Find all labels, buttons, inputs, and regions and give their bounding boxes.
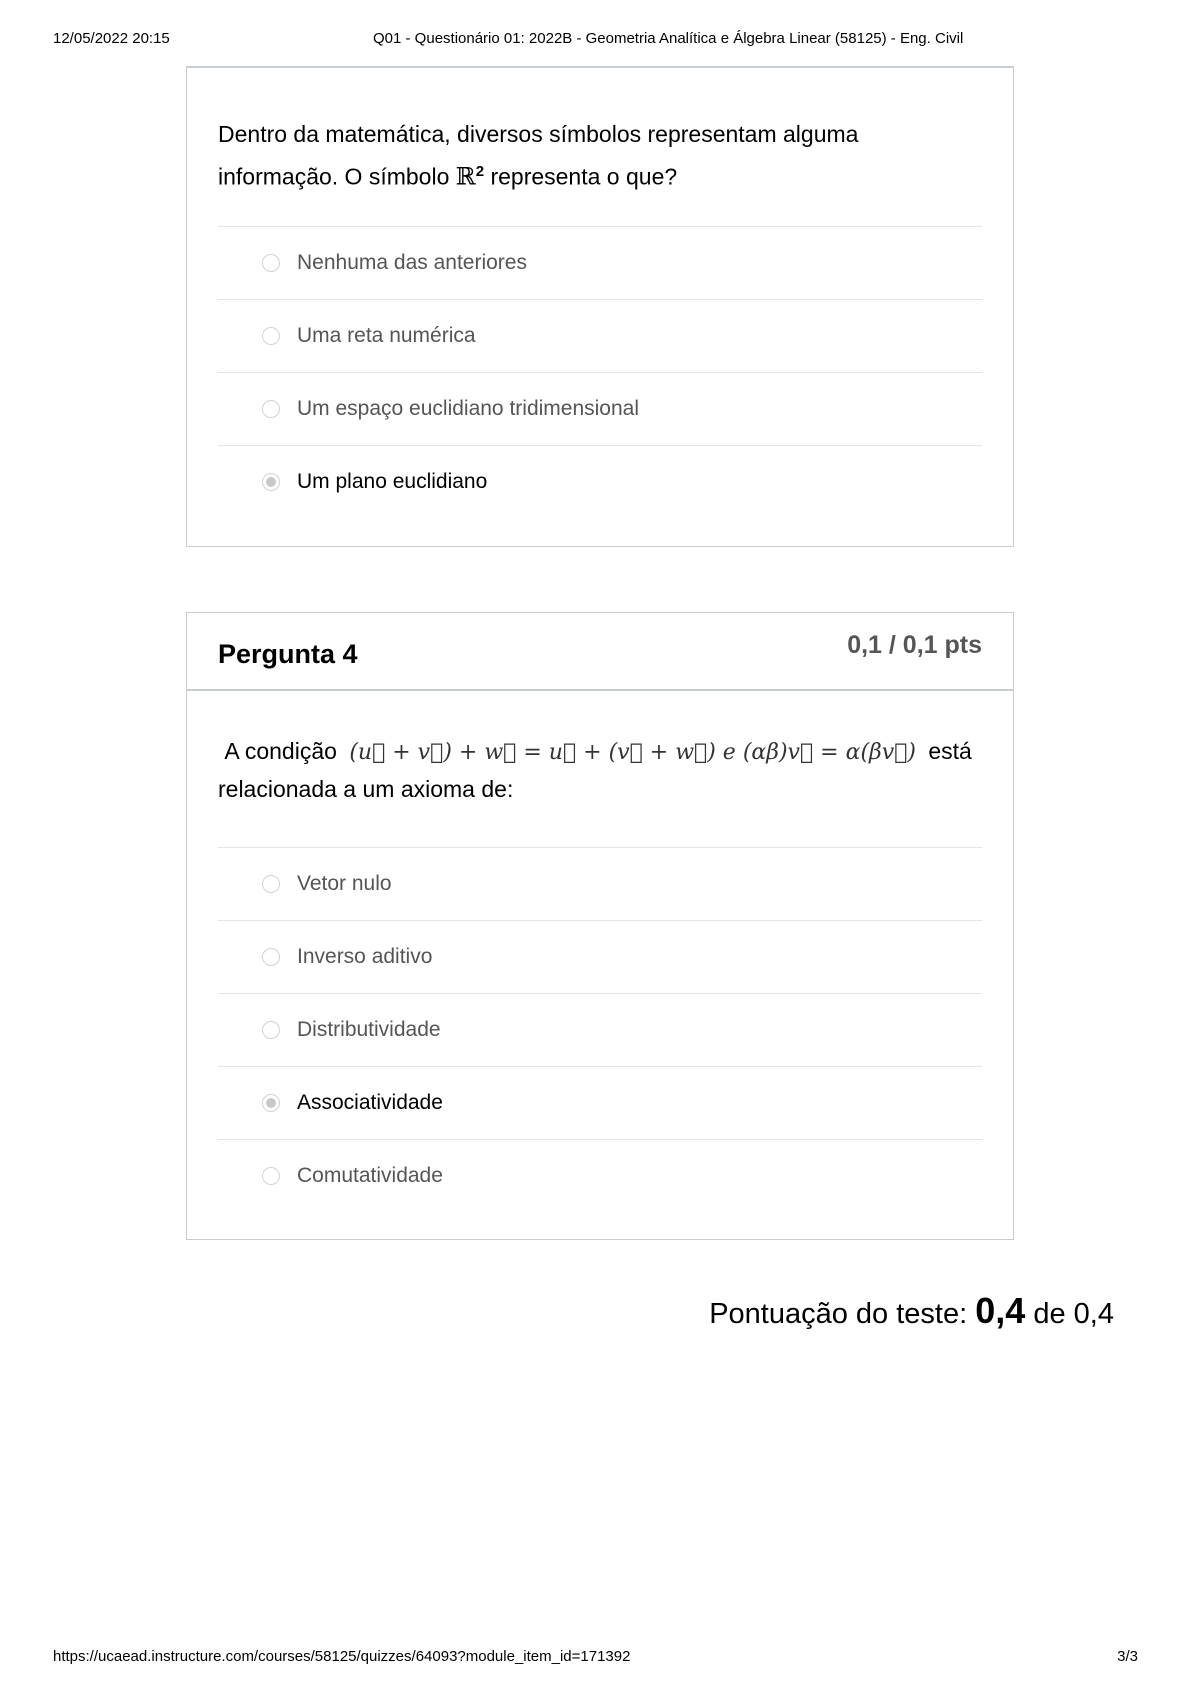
answer-list [218,226,982,518]
score-label: Pontuação do teste: [709,1298,968,1330]
question-text [218,733,982,808]
question-header [187,613,1013,691]
radio-icon[interactable] [262,254,280,272]
answer-option[interactable] [218,920,982,993]
print-title: Q01 - Questionário 01: 2022B - Geometria Analítica e Álgebra Linear (58125) - Eng. Civil [373,30,964,47]
question-text-line1: Dentro da matemática, diversos símbolos representam alguma [218,121,859,147]
symbol-exponent: 2 [475,163,485,180]
question-points: 0,1 / 0,1 pts [847,631,982,659]
answer-option[interactable] [218,299,982,372]
radio-icon[interactable] [262,327,280,345]
answer-label: Vetor nulo [297,872,392,895]
answer-label: Nenhuma das anteriores [297,251,527,274]
formula: (u⃗ + v⃗) + w⃗ = u⃗ + (v⃗ + w⃗) e (αβ)v⃗ = α(βv⃗) [349,740,916,765]
answer-option[interactable] [218,993,982,1066]
question-text-line1 [218,733,982,771]
radio-selected-icon[interactable] [262,1094,280,1112]
answer-label: Um espaço euclidiano tridimensional [297,397,640,420]
question-text-line2: relacionada a um axioma de: [218,776,514,802]
radio-icon[interactable] [262,948,280,966]
question-text [218,116,982,196]
radio-icon[interactable] [262,1021,280,1039]
question-card-4 [186,612,1014,1240]
radio-icon[interactable] [262,875,280,893]
question-text-part: está [928,738,972,764]
radio-selected-icon[interactable] [262,473,280,491]
answer-label: Comutatividade [297,1164,443,1187]
answer-list [218,847,982,1212]
question-title: Pergunta 4 [218,639,358,669]
answer-option[interactable] [218,847,982,920]
score-value: 0,4 [975,1290,1026,1331]
question-text-line2 [218,153,982,196]
answer-label: Um plano euclidiano [297,470,488,493]
question-text-part: A condição [224,738,337,764]
radio-icon[interactable] [262,1167,280,1185]
print-url: https://ucaead.instructure.com/courses/58125/quizzes/64093?module_item_id=171392 [53,1648,631,1665]
question-text-part: representa o que? [484,163,678,190]
answer-label: Inverso aditivo [297,945,433,968]
answer-option[interactable] [218,226,982,299]
question-card-3 [186,66,1014,547]
print-header [53,30,1138,50]
answer-label: Associatividade [297,1091,443,1114]
answer-option-selected[interactable] [218,445,982,518]
answer-option[interactable] [218,372,982,445]
radio-icon[interactable] [262,400,280,418]
question-text-part: informação. O símbolo [218,163,456,190]
answer-option-selected[interactable] [218,1066,982,1139]
quiz-score [709,1290,1114,1332]
print-date: 12/05/2022 20:15 [53,30,170,47]
answer-label: Distributividade [297,1018,441,1041]
page-number: 3/3 [1117,1648,1138,1665]
answer-option[interactable] [218,1139,982,1212]
real-numbers-symbol: ℝ [455,162,476,191]
score-suffix: de 0,4 [1033,1298,1114,1330]
answer-label: Uma reta numérica [297,324,476,347]
